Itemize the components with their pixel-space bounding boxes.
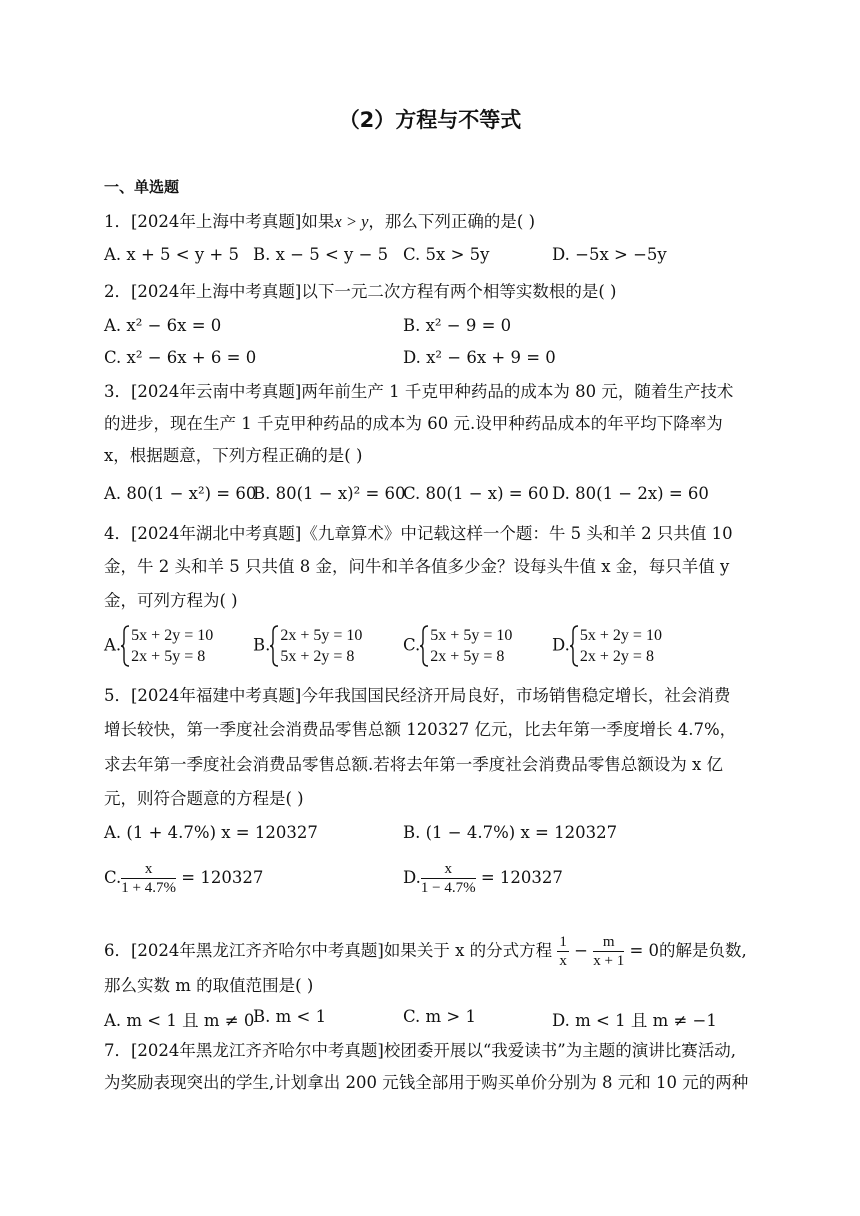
fraction: $\frac{1}{x}$ <box>559 934 567 969</box>
q3-option-a[interactable]: A. 80(1 − x²) = 60 <box>104 484 257 503</box>
fraction: $\frac{x}{1 + 4.7\%}$ <box>121 861 177 896</box>
q1-option-a[interactable]: A. x + 5 < y + 5 <box>104 245 239 264</box>
q2-option-d[interactable]: D. x² − 6x + 9 = 0 <box>403 348 556 367</box>
brace-icon <box>270 624 280 668</box>
q4-line-2: 金，牛 2 头和羊 5 只共值 8 金，问牛和羊各值多少金？设每头牛值 x 金，每只羊值 y <box>104 557 730 576</box>
q4-option-a[interactable]: A. 5x + 2y = 10 2x + 5y = 8 <box>104 624 213 668</box>
q3-line-1: 3．[2024年云南中考真题]两年前生产 1 千克甲种药品的成本为 80 元，随着生产技术 <box>104 382 734 401</box>
q4-option-c[interactable]: C. 5x + 5y = 10 2x + 5y = 8 <box>403 624 512 668</box>
q6-line-2: 那么实数 m 的取值范围是( ) <box>104 976 314 995</box>
q3-option-c[interactable]: C. 80(1 − x) = 60 <box>403 484 549 503</box>
fraction: $\frac{m}{x + 1}$ <box>593 934 625 969</box>
q5-line-3: 求去年第一季度社会消费品零售总额.若将去年第一季度社会消费品零售总额设为 x 亿 <box>104 755 724 774</box>
q6-stem: 6．[2024年黑龙江齐齐哈尔中考真题]如果关于 x 的分式方程 $\frac{1}{x}$ − $\frac{m}{x + 1}$ = 0的解是负数, <box>104 934 747 969</box>
q4-line-3: 金，可列方程为( ) <box>104 591 238 610</box>
q6-option-d[interactable]: D. m < 1 且 m ≠ −1 <box>552 1011 717 1030</box>
q1-condition: x > y <box>334 212 369 231</box>
q2-option-a[interactable]: A. x² − 6x = 0 <box>104 316 222 335</box>
fraction: $\frac{x}{1 - 4.7\%}$ <box>420 861 476 896</box>
q1-option-c[interactable]: C. 5x > 5y <box>403 245 490 264</box>
q2-stem: 2．[2024年上海中考真题]以下一元二次方程有两个相等实数根的是( ) <box>104 282 617 301</box>
q5-option-c[interactable]: C. $\frac{x}{1 + 4.7\%}$ = 120327 <box>104 861 264 896</box>
q2-option-c[interactable]: C. x² − 6x + 6 = 0 <box>104 348 257 367</box>
q2-option-b[interactable]: B. x² − 9 = 0 <box>403 316 512 335</box>
section-heading: 一、单选题 <box>104 178 180 196</box>
q3-line-3: x，根据题意，下列方程正确的是( ) <box>104 446 363 465</box>
q7-line-1: 7．[2024年黑龙江齐齐哈尔中考真题]校团委开展以“我爱读书”为主题的演讲比赛活动, <box>104 1041 736 1060</box>
brace-icon <box>570 624 580 668</box>
q5-line-1: 5．[2024年福建中考真题]今年我国国民经济开局良好，市场销售稳定增长，社会消费 <box>104 686 731 705</box>
q1-option-d[interactable]: D. −5x > −5y <box>552 245 667 264</box>
q5-line-4: 元，则符合题意的方程是( ) <box>104 789 304 808</box>
brace-icon <box>420 624 430 668</box>
q1-option-b[interactable]: B. x − 5 < y − 5 <box>253 245 389 264</box>
q3-option-b[interactable]: B. 80(1 − x)² = 60 <box>253 484 406 503</box>
q4-option-b[interactable]: B. 2x + 5y = 10 5x + 2y = 8 <box>253 624 362 668</box>
q7-line-2: 为奖励表现突出的学生,计划拿出 200 元钱全部用于购买单价分别为 8 元和 10 元的两种 <box>104 1073 749 1092</box>
q5-line-2: 增长较快，第一季度社会消费品零售总额 120327 亿元，比去年第一季度增长 4.7%， <box>104 720 737 739</box>
page-title: （2）方程与不等式 <box>338 108 522 132</box>
q6-option-b[interactable]: B. m < 1 <box>253 1007 327 1026</box>
q4-line-1: 4．[2024年湖北中考真题]《九章算术》中记载这样一个题：牛 5 头和羊 2 只共值 10 <box>104 524 733 543</box>
q3-option-d[interactable]: D. 80(1 − 2x) = 60 <box>552 484 709 503</box>
q5-option-a[interactable]: A. (1 + 4.7%) x = 120327 <box>104 823 318 842</box>
q5-option-b[interactable]: B. (1 − 4.7%) x = 120327 <box>403 823 618 842</box>
q4-option-d[interactable]: D. 5x + 2y = 10 2x + 2y = 8 <box>552 624 662 668</box>
brace-icon <box>121 624 131 668</box>
q1-stem: 1．[2024年上海中考真题]如果x > y，那么下列正确的是( ) <box>104 212 536 231</box>
q6-option-a[interactable]: A. m < 1 且 m ≠ 0 <box>104 1011 255 1030</box>
q5-option-d[interactable]: D. $\frac{x}{1 - 4.7\%}$ = 120327 <box>403 861 563 896</box>
q6-option-c[interactable]: C. m > 1 <box>403 1007 476 1026</box>
q3-line-2: 的进步，现在生产 1 千克甲种药品的成本为 60 元.设甲种药品成本的年平均下降率为 <box>104 414 723 433</box>
